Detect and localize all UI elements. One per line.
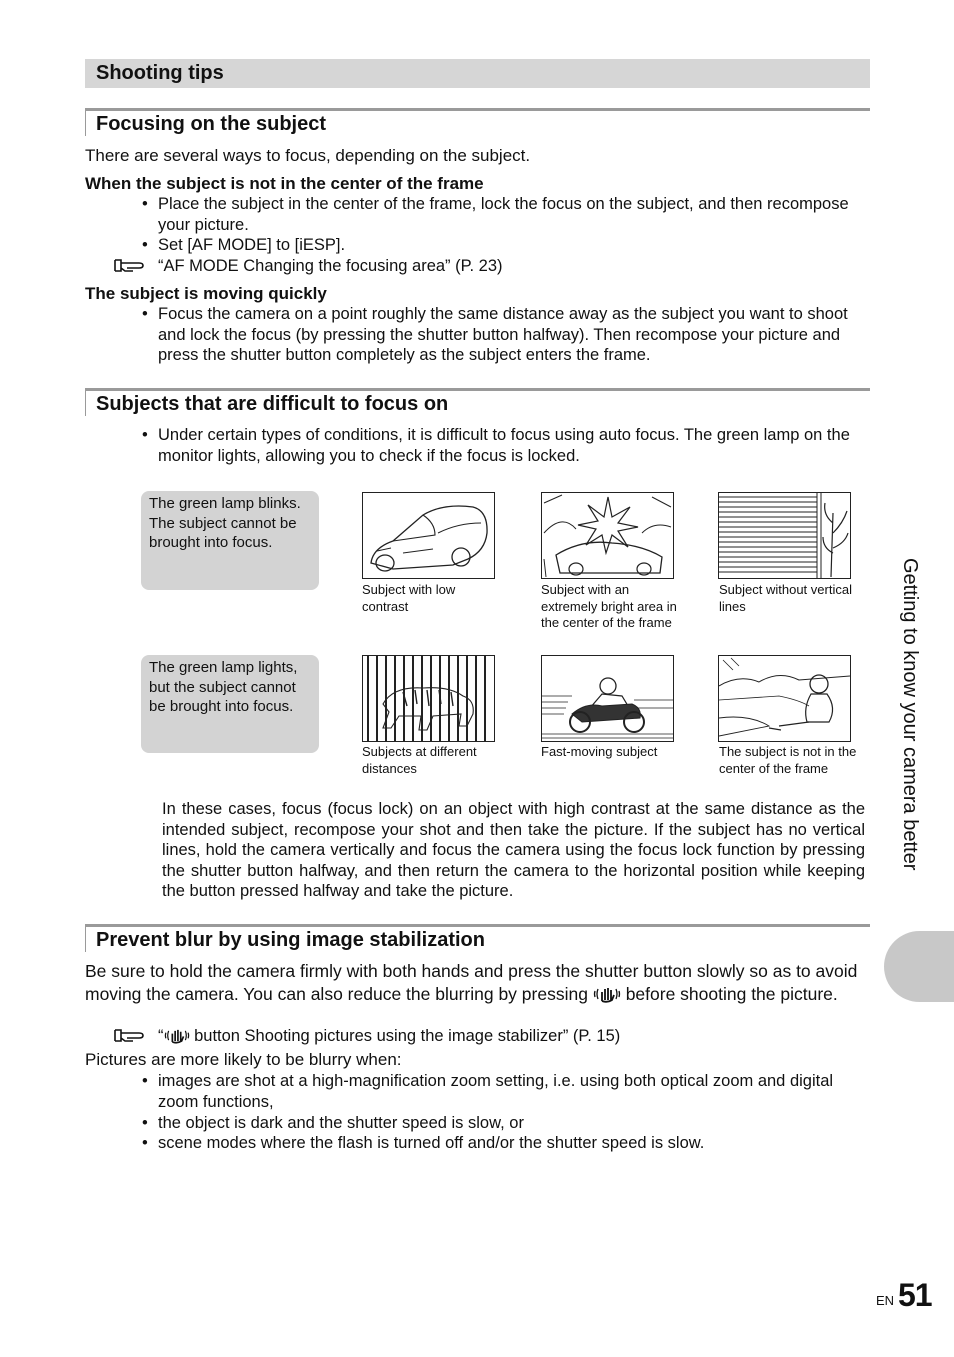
box1-line1: The green lamp blinks. [149, 495, 301, 512]
case2-title: The subject is moving quickly [85, 284, 327, 303]
language-label: EN [876, 1293, 895, 1308]
stabilization-intro-b: before shooting the picture. [625, 983, 838, 1004]
heading-image-stabilization: Prevent blur by using image stabilization [85, 924, 870, 952]
case1-bullet-2: • Set [AF MODE] to [iESP]. [142, 235, 870, 256]
caption-off-center: The subject is not in the center of the frame [719, 744, 857, 776]
blurry-conditions-intro: Pictures are more likely to be blurry when: [85, 1050, 402, 1069]
image-stabilizer-icon-small [164, 1027, 190, 1044]
reference-hand-icon-2 [113, 1026, 147, 1044]
case1-bullet-1: • Place the subject in the center of the frame, lock the focus on the subject, and then recompose your picture. [142, 194, 870, 235]
stabilization-intro-a: Be sure to hold the camera firmly with both hands and press the shutter button slowly so as to avoid moving the camera. You can also reduce the blurring by pressing [85, 961, 858, 1004]
case2-bullet-1: • Focus the camera on a point roughly the same distance away as the subject you want to shoot and lock the focus (by pressing the shutter button halfway). Then recompose your picture and press the shutter button completely as the subject enters the frame. [142, 304, 870, 366]
blur-bullet-1: • images are shot at a high-magnification zoom setting, i.e. using both optical zoom and digital zoom functions, [142, 1071, 870, 1112]
chapter-tab [884, 931, 954, 1002]
focus-lock-advice: In these cases, focus (focus lock) on an object with high contrast at the same distance as the intended subject, recompose your shot and then take the picture. If the subject has no vertical lines, hold the camera vertically and focus the camera using the focus lock function by pressing the shutter button halfway, and then return the camera to the horizontal position while keeping the button pressed halfway and take the picture. [162, 800, 865, 900]
illustration-bright-center [541, 492, 674, 579]
illustration-low-contrast-car [362, 492, 495, 579]
caption-different-distances: Subjects at different distances [362, 744, 477, 776]
section-banner: Shooting tips [85, 59, 870, 88]
stabilizer-reference [158, 1026, 870, 1047]
difficult-bullet-1: • Under certain types of conditions, it is difficult to focus using auto focus. The green lamp on the monitor lights, allowing you to check if the focus is locked. [142, 425, 870, 466]
caption-fast-moving: Fast-moving subject [541, 744, 658, 759]
caption-no-vertical-lines: Subject without vertical lines [719, 582, 852, 614]
reference-hand-icon [113, 256, 147, 274]
chapter-side-label: Getting to know your camera better [899, 558, 921, 871]
blur-bullet-3: • scene modes where the flash is turned off and/or the shutter speed is slow. [142, 1133, 870, 1154]
illustration-horizontal-lines [718, 492, 851, 579]
stabilizer-reference-b: button Shooting pictures using the image stabilizer” (P. 15) [194, 1027, 621, 1045]
blur-bullet-2: • the object is dark and the shutter speed is slow, or [142, 1113, 870, 1134]
caption-bright-center: Subject with an extremely bright area in the center of the frame [541, 582, 677, 630]
caption-low-contrast: Subject with low contrast [362, 582, 456, 614]
green-lamp-lights-box: The green lamp lights, but the subject cannot be brought into focus. [141, 655, 319, 753]
focusing-intro: There are several ways to focus, depending on the subject. [85, 146, 531, 165]
green-lamp-blinks-box [141, 491, 319, 590]
illustration-fast-moving [541, 655, 674, 742]
stabilizer-reference-a: “ [158, 1027, 164, 1045]
illustration-off-center-subject [718, 655, 851, 742]
image-stabilizer-icon [593, 985, 621, 1003]
case1-reference: “AF MODE Changing the focusing area” (P. 23) [158, 257, 503, 275]
heading-difficult: Subjects that are difficult to focus on [85, 388, 870, 416]
heading-focusing: Focusing on the subject [85, 108, 870, 136]
case1-title: When the subject is not in the center of the frame [85, 174, 484, 193]
box1-line2: The subject cannot be brought into focus. [149, 514, 297, 551]
page-number: 51 [898, 1277, 932, 1313]
illustration-different-distances [362, 655, 495, 742]
stabilization-intro [85, 960, 870, 1005]
